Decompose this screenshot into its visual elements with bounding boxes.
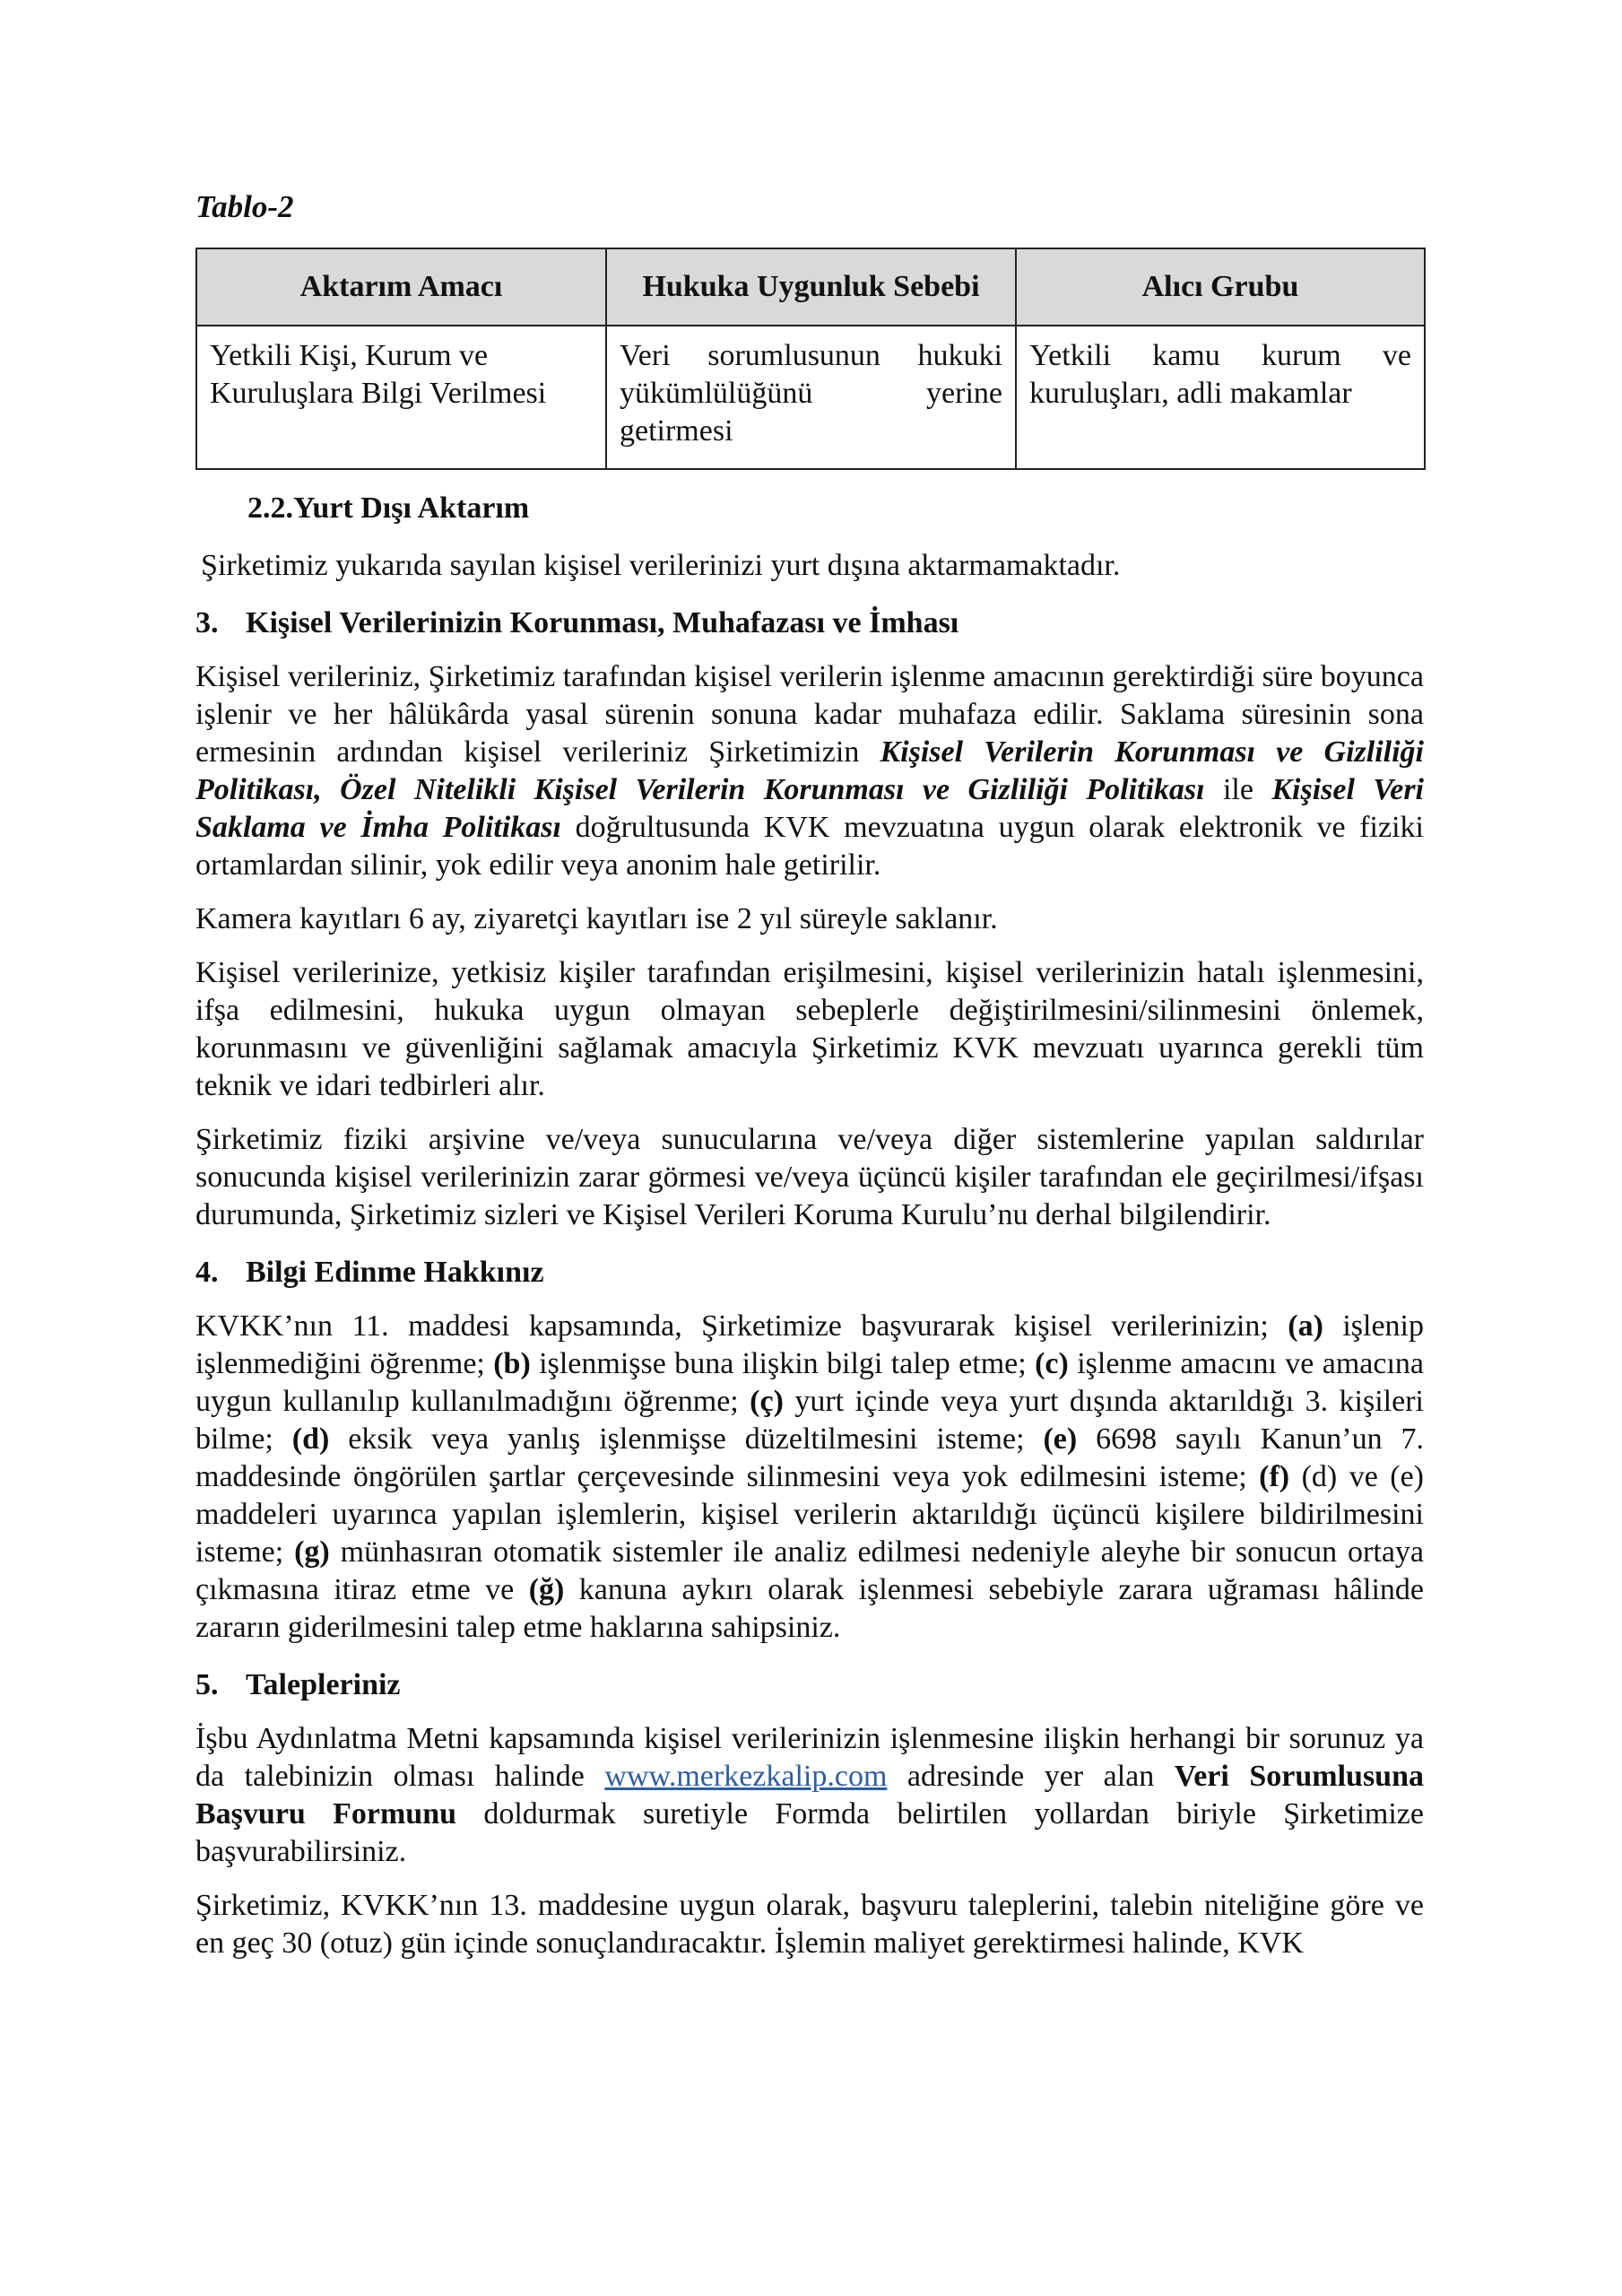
paragraph: Şirketimiz fiziki arşivine ve/veya sunucularına ve/veya diğer sistemlerine yapılan saldırılar sonucunda kişisel verilerinizin zarar görmesi ve/veya üçüncü kişiler tarafından ele geçirilmesi/ifşası durumunda, Şirketimiz sizleri ve Kişisel Verileri Koruma Kurulu’nu derhal bilgilendirir. — [195, 1123, 1424, 1231]
text-run: doğrultusunda KVK mevzuatına uygun olarak elektronik ve fiziki ortamlardan silinir, yok edilir veya anonim hale getirilir. — [195, 811, 1424, 882]
table-header-row — [196, 248, 1425, 326]
text-run: münhasıran otomatik sistemler ile analiz edilmesi nedeniyle aleyhe bir sonucun ortaya çıkmasına itiraz etme ve — [195, 1535, 1425, 1606]
table-header-cell: Alıcı Grubu — [1016, 248, 1425, 326]
table-row — [196, 326, 1425, 469]
paragraph: Kamera kayıtları 6 ay, ziyaretçi kayıtları ise 2 yıl süreyle saklanır. — [195, 902, 998, 935]
item-marker: (d) — [291, 1422, 330, 1456]
item-marker: (f) — [1259, 1460, 1290, 1493]
item-marker: (g) — [294, 1535, 330, 1569]
item-marker: (ğ) — [528, 1573, 565, 1606]
text-run: 6698 sayılı Kanun’un 7. maddesinde öngörülen şartlar çerçevesinde silinmesini veya yok edilmesini isteme; — [195, 1422, 1424, 1493]
subsection-heading: 2.2.Yurt Dışı Aktarım — [247, 491, 530, 525]
transfer-table — [195, 248, 1426, 470]
section-number: 4. — [195, 1256, 219, 1289]
item-marker: (b) — [493, 1347, 531, 1380]
section-heading — [195, 1666, 1424, 1704]
section-number: 5. — [195, 1668, 219, 1701]
text-run: yurt içinde veya yurt dışında aktarıldığı 3. kişileri bilme; — [195, 1385, 1424, 1456]
policy-name: Kişisel Verilerin Korunması ve Gizliliği Politikası, Özel Nitelikli Kişisel Verilerin Korunması ve Gizliliği Politikası — [195, 735, 1424, 806]
paragraph — [195, 1308, 1424, 1647]
section-title: Talepleriniz — [246, 1668, 401, 1701]
paragraph — [195, 1720, 1424, 1871]
table-cell: Veri sorumlusunun hukuki yükümlülüğünü yerine getirmesi — [606, 326, 1016, 469]
section-heading — [195, 604, 1424, 642]
item-marker: (e) — [1043, 1422, 1078, 1456]
paragraph: Şirketimiz yukarıda sayılan kişisel verilerinizi yurt dışına aktarmamaktadır. — [201, 549, 1121, 582]
item-marker: (c) — [1035, 1347, 1069, 1380]
text-run: ile — [1204, 773, 1272, 806]
text-run: işlenmişse buna ilişkin bilgi talep etme; — [530, 1347, 1036, 1380]
table-header-cell: Aktarım Amacı — [196, 248, 606, 326]
text-run: işlenme amacını ve amacına uygun kullanılıp kullanılmadığını öğrenme; — [195, 1347, 1425, 1418]
policy-name: Kişisel Veri Saklama ve İmha Politikası — [195, 773, 1424, 844]
text-run: Kişisel verileriniz, Şirketimiz tarafından kişisel verilerin işlenme amacının gerektirdiği süre boyunca işlenir ve her hâlükârda yasal sürenin sonuna kadar muhafaza edilir. Saklama süresinin sona ermesinin ardından kişisel verileriniz Şirketimizin — [195, 660, 1424, 769]
text-run: adresinde yer alan — [887, 1760, 1175, 1793]
text-run: doldurmak suretiyle Formda belirtilen yollardan biriyle Şirketimize başvurabilirsiniz. — [195, 1797, 1424, 1868]
section-heading — [195, 1254, 1424, 1292]
text-run: eksik veya yanlış işlenmişse düzeltilmesini isteme; — [329, 1422, 1044, 1456]
page-content — [195, 188, 1424, 1962]
text-run: KVKK’nın 11. maddesi kapsamında, Şirketimize başvurarak kişisel verilerinizin; — [195, 1309, 1288, 1343]
table-caption: Tablo-2 — [195, 189, 294, 224]
item-marker: (a) — [1288, 1309, 1323, 1343]
text-run: (d) ve (e) maddeleri uyarınca yapılan işlemlerin, kişisel verilerin aktarıldığı üçüncü kişilere bildirilmesini isteme; — [195, 1460, 1424, 1569]
table-header-cell: Hukuka Uygunluk Sebebi — [606, 248, 1016, 326]
item-marker: (ç) — [750, 1385, 784, 1418]
paragraph: Kişisel verilerinize, yetkisiz kişiler tarafından erişilmesini, kişisel verilerinizin hatalı işlenmesini, ifşa edilmesini, hukuka uygun olmayan sebeplerle değiştirilmesini/silinmesini önlemek, korunmasını ve güvenliğini sağlamak amacıyla Şirketimiz KVK mevzuatı uyarınca gerekli tüm teknik ve idari tedbirleri alır. — [195, 956, 1424, 1102]
paragraph — [195, 658, 1424, 884]
paragraph: Şirketimiz, KVKK’nın 13. maddesine uygun olarak, başvuru taleplerini, talebin niteliğine göre ve en geç 30 (otuz) gün içinde sonuçlandıracaktır. İşlemin maliyet gerektirmesi halinde, KVK — [195, 1889, 1424, 1960]
section-title: Bilgi Edinme Hakkınız — [246, 1256, 544, 1289]
text-run: kanuna aykırı olarak işlenmesi sebebiyle zarara uğraması hâlinde zararın giderilmesini talep etme haklarına sahipsiniz. — [195, 1573, 1424, 1644]
section-title: Kişisel Verilerinizin Korunması, Muhafazası ve İmhası — [246, 606, 959, 639]
section-number: 3. — [195, 606, 219, 639]
text-run: işlenip işlenmediğini öğrenme; — [195, 1309, 1424, 1380]
website-link[interactable]: www.merkezkalip.com — [604, 1760, 888, 1793]
table-cell: Yetkili Kişi, Kurum ve Kuruluşlara Bilgi Verilmesi — [196, 326, 606, 469]
form-name: Veri Sorumlusuna Başvuru Formunu — [195, 1760, 1424, 1831]
table-cell: Yetkili kamu kurum ve kuruluşları, adli makamlar — [1016, 326, 1425, 469]
text-run: İşbu Aydınlatma Metni kapsamında kişisel verilerinizin işlenmesine ilişkin herhangi bir sorunuz ya da talebinizin olması halinde — [195, 1722, 1424, 1793]
